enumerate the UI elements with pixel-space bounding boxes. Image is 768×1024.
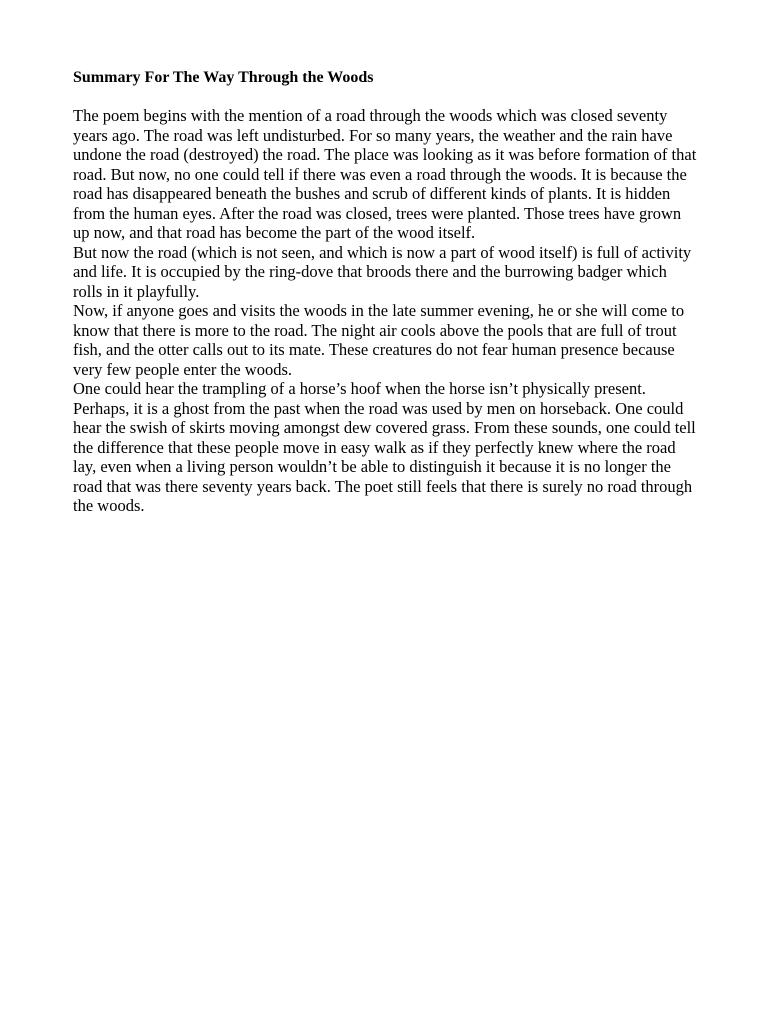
paragraph-3: Now, if anyone goes and visits the woods in the late summer evening, he or she will come to know that there is more to the road. The night air cools above the pools that are full of trout fish, and the otter calls out to its mate. These creatures do not fear human presence because very few people enter the woods. [73,301,685,379]
document-body [73,106,698,516]
document-content [73,67,698,516]
paragraph-1: The poem begins with the mention of a road through the woods which was closed seventy years ago. The road was left undisturbed. For so many years, the weather and the rain have undone the road (destroyed) the road. The place was looking as it was before formation of that road. But now, no one could tell if there was even a road through the woods. It is because the road has disappeared beneath the bushes and scrub of different kinds of plants. It is hidden from the human eyes. After the road was closed, trees were planted. Those trees have grown up now, and that road has become the part of the wood itself. [73,106,697,242]
document-title: Summary For The Way Through the Woods [73,69,374,86]
paragraph-2: But now the road (which is not seen, and which is now a part of wood itself) is full of activity and life. It is occupied by the ring-dove that broods there and the burrowing badger which rolls in it playfully. [73,242,692,301]
paragraph-4: One could hear the trampling of a horse’s hoof when the horse isn’t physically present. Perhaps, it is a ghost from the past when the road was used by men on horseback. One could hear the swish of skirts moving amongst dew covered grass. From these sounds, one could tell the difference that these people move in easy walk as if they perfectly knew where the road lay, even when a living person wouldn’t be able to distinguish it because it is no longer the road that was there seventy years back. The poet still feels that there is surely no road through the woods. [73,379,696,515]
